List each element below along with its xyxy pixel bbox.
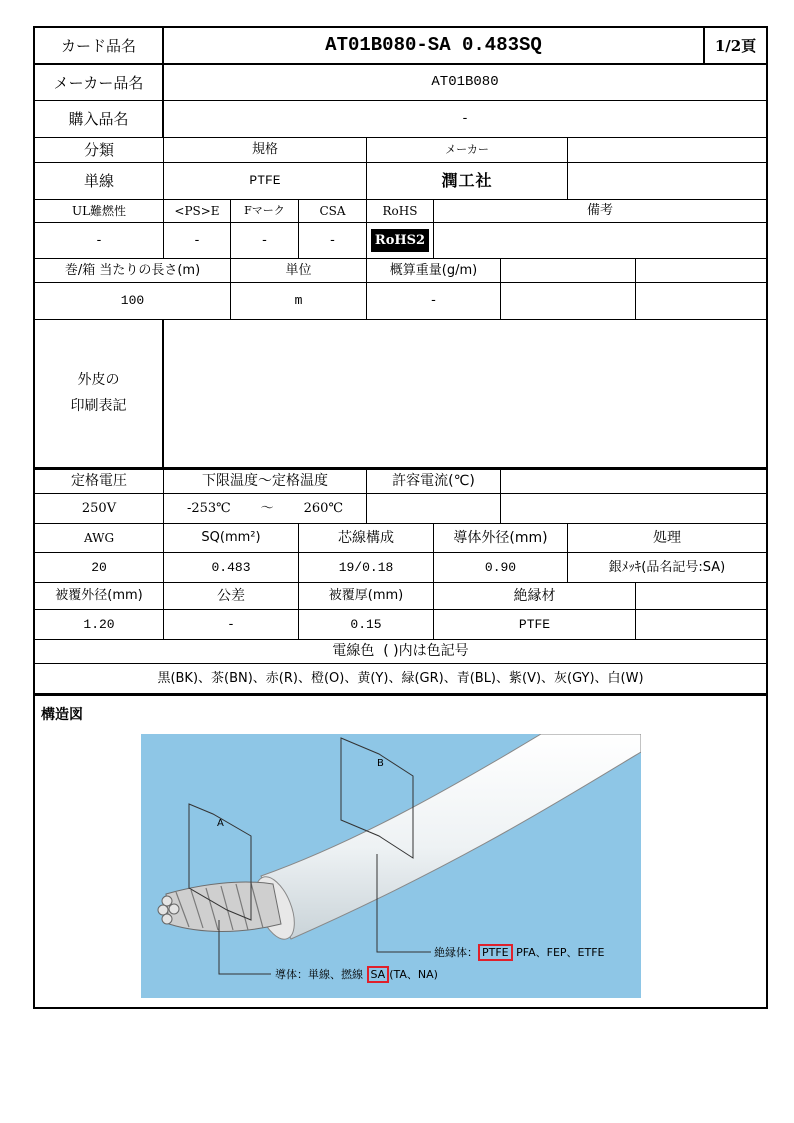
rated-voltage-header: 定格電圧 bbox=[35, 470, 164, 494]
temp-range-header: 下限温度～定格温度 bbox=[164, 470, 367, 494]
remarks-header: 備考 bbox=[434, 200, 766, 223]
conductor-caption bbox=[275, 966, 438, 982]
classification-extra bbox=[568, 138, 766, 163]
wire-type-value: 単線 bbox=[35, 163, 164, 200]
sheath-thickness-value: 0.15 bbox=[299, 610, 434, 640]
rohs-header: RoHS bbox=[367, 200, 434, 223]
insulation-extra-value bbox=[636, 610, 766, 640]
wire-color-list: 黒(BK)、茶(BN)、赤(R)、橙(O)、黄(Y)、緑(GR)、青(BL)、紫(V)、灰(GY)、白(W) bbox=[35, 664, 766, 694]
sq-value: 0.483 bbox=[164, 553, 299, 583]
insulation-extra-header bbox=[636, 583, 766, 610]
print-marking-label bbox=[35, 320, 164, 468]
f-mark-value: - bbox=[231, 223, 299, 259]
spec-sheet bbox=[33, 26, 768, 1009]
print-marking-value bbox=[164, 320, 766, 468]
classification-extra-value bbox=[568, 163, 766, 200]
length-extra-value-2 bbox=[636, 283, 766, 320]
maker-logo bbox=[367, 163, 568, 200]
card-name-label: カード品名 bbox=[35, 28, 164, 64]
sheath-od-header: 被覆外径(mm) bbox=[35, 583, 164, 610]
spec-header: 規格 bbox=[164, 138, 367, 163]
awg-header: AWG bbox=[35, 524, 164, 553]
maker-logo-text: 潤工社 bbox=[441, 171, 493, 191]
length-extra-value-1 bbox=[501, 283, 636, 320]
f-mark-header: Fマーク bbox=[231, 200, 299, 223]
rating-extra-value bbox=[501, 494, 766, 524]
maker-name-value: AT01B080 bbox=[164, 65, 766, 101]
rating-extra-header bbox=[501, 470, 766, 494]
core-composition-value: 19/0.18 bbox=[299, 553, 434, 583]
awg-value: 20 bbox=[35, 553, 164, 583]
sq-header: SQ(mm²) bbox=[164, 524, 299, 553]
print-label-line1: 外皮の bbox=[77, 372, 120, 389]
rohs2-badge: RoHS2 bbox=[371, 229, 429, 253]
length-extra-2 bbox=[636, 259, 766, 283]
insulation-highlight: PTFE bbox=[478, 944, 513, 961]
csa-header: CSA bbox=[299, 200, 367, 223]
insulation-material-value: PTFE bbox=[434, 610, 636, 640]
csa-value: - bbox=[299, 223, 367, 259]
cable-jacket bbox=[261, 734, 641, 939]
structure-title: 構造図 bbox=[41, 707, 83, 723]
sheath-od-value: 1.20 bbox=[35, 610, 164, 640]
length-header: 巻/箱 当たりの長さ(m) bbox=[35, 259, 231, 283]
temp-separator: ～ bbox=[260, 500, 274, 516]
temp-range-value bbox=[164, 494, 367, 524]
structure-diagram bbox=[141, 734, 641, 998]
rohs-value bbox=[367, 223, 434, 259]
unit-header: 単位 bbox=[231, 259, 367, 283]
weight-header: 概算重量(g/m) bbox=[367, 259, 501, 283]
maker-header: メーカー bbox=[367, 138, 568, 163]
insulation-material-header: 絶縁材 bbox=[434, 583, 636, 610]
conductor-od-header: 導体外径(mm) bbox=[434, 524, 568, 553]
weight-value: - bbox=[367, 283, 501, 320]
tolerance-value: - bbox=[164, 610, 299, 640]
ul-header: UL難燃性 bbox=[35, 200, 164, 223]
length-extra-1 bbox=[501, 259, 636, 283]
length-value: 100 bbox=[35, 283, 231, 320]
conductor-strands bbox=[166, 882, 281, 931]
rated-voltage-value: 250V bbox=[35, 494, 164, 524]
spec-value: PTFE bbox=[164, 163, 367, 200]
strand-end-3 bbox=[162, 914, 172, 924]
conductor-caption-rest: (TA、NA) bbox=[389, 968, 438, 981]
pse-value: - bbox=[164, 223, 231, 259]
temp-low: -253℃ bbox=[186, 500, 231, 516]
allowable-current-header: 許容電流(℃) bbox=[367, 470, 501, 494]
treatment-value: 銀ﾒｯｷ(品名記号:SA) bbox=[568, 553, 766, 583]
core-composition-header: 芯線構成 bbox=[299, 524, 434, 553]
conductor-caption-prefix: 導体：単線、撚線 bbox=[275, 968, 367, 981]
allowable-current-value bbox=[367, 494, 501, 524]
remarks-value bbox=[434, 223, 766, 259]
page-indicator: 1/2頁 bbox=[705, 28, 766, 64]
maker-name-label: メーカー品名 bbox=[35, 65, 164, 101]
temp-high: 260℃ bbox=[303, 500, 343, 516]
sheath-thickness-header: 被覆厚(mm) bbox=[299, 583, 434, 610]
insulation-caption-rest: PFA、FEP、ETFE bbox=[512, 946, 605, 959]
strand-end-1 bbox=[162, 896, 172, 906]
strand-end-4 bbox=[169, 904, 179, 914]
tolerance-header: 公差 bbox=[164, 583, 299, 610]
label-b: B bbox=[377, 758, 384, 769]
classification-label: 分類 bbox=[35, 138, 164, 163]
conductor-highlight: SA bbox=[367, 966, 390, 983]
pse-header: <PS>E bbox=[164, 200, 231, 223]
unit-value: m bbox=[231, 283, 367, 320]
conductor-od-value: 0.90 bbox=[434, 553, 568, 583]
label-a: A bbox=[217, 818, 224, 829]
insulation-caption-prefix: 絶縁体： bbox=[434, 946, 478, 959]
print-label-line2: 印刷表記 bbox=[70, 397, 127, 414]
purchase-name-value: - bbox=[164, 101, 766, 138]
purchase-name-label: 購入品名 bbox=[35, 101, 164, 138]
strand-end-2 bbox=[158, 905, 168, 915]
insulation-caption bbox=[434, 944, 604, 960]
ul-value: - bbox=[35, 223, 164, 259]
wire-color-header: 電線色 ( )内は色記号 bbox=[35, 640, 766, 664]
card-name-value: AT01B080-SA 0.483SQ bbox=[164, 28, 705, 64]
treatment-header: 処理 bbox=[568, 524, 766, 553]
